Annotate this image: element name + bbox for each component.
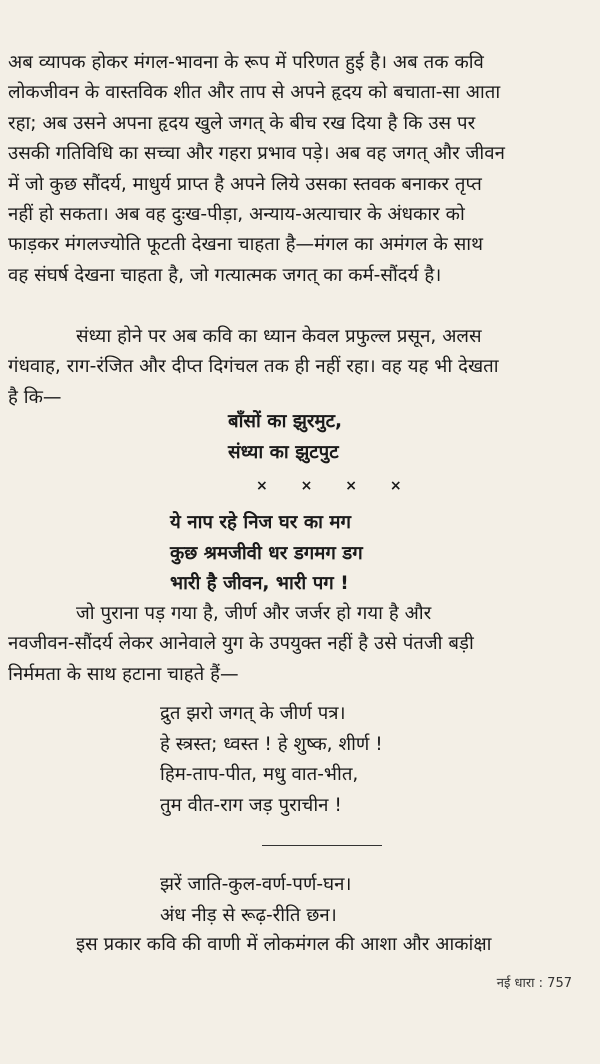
text-line: में जो कुछ सौंदर्य, माधुर्य प्राप्त है अपने लिये उसका स्तवक बनाकर तृप्त xyxy=(8,173,482,195)
verse-line: झरें जाति-कुल-वर्ण-पर्ण-घन। xyxy=(160,874,352,895)
page-footer: नई धारा : 757 xyxy=(496,976,572,991)
verse-line: बाँसों का झुरमुट, xyxy=(228,411,343,432)
paragraph-2 xyxy=(8,322,592,413)
text-line: नहीं हो सकता। अब वह दुःख-पीड़ा, अन्याय-अत्याचार के अंधकार को xyxy=(8,204,465,226)
text-line: निर्ममता के साथ हटाना चाहते हैं— xyxy=(8,663,239,685)
verse-line: हिम-ताप-पीत, मधु वात-भीत, xyxy=(160,764,359,785)
verse-line: भारी है जीवन, भारी पग ! xyxy=(170,573,349,594)
text-line: लोकजीवन के वास्तविक शीत और ताप से अपने हृदय को बचाता-सा आता xyxy=(8,82,501,104)
text-line: अब व्यापक होकर मंगल-भावना के रूप में परिणत हुई है। अब तक कवि xyxy=(8,52,484,73)
verse-line: तुम वीत-राग जड़ पुराचीन ! xyxy=(160,794,342,816)
verse-line: द्रुत झरो जगत् के जीर्ण पत्र। xyxy=(160,703,346,724)
text-line: गंधवाह, राग-रंजित और दीप्त दिगंचल तक ही नहीं रहा। वह यह भी देखता xyxy=(8,356,499,378)
verse-line: हे स्त्रस्त; ध्वस्त ! हे शुष्क, शीर्ण ! xyxy=(160,733,383,755)
verse-line: कुछ श्रमजीवी धर डगमग डग xyxy=(170,542,363,564)
verse-3-continued xyxy=(160,870,351,931)
section-separator: × × × × xyxy=(256,478,416,494)
text-line: उसकी गतिविधि का सच्चा और गहरा प्रभाव पड़े। अब वह जगत् और जीवन xyxy=(8,143,505,165)
verse-1 xyxy=(228,407,342,468)
paragraph-3 xyxy=(8,599,592,690)
text-line: है कि— xyxy=(8,386,62,408)
text-line: संध्या होने पर अब कवि का ध्यान केवल प्रफुल्ल प्रसून, अलस xyxy=(76,326,482,347)
verse-line: ये नाप रहे निज घर का मग xyxy=(170,512,352,533)
verse-2 xyxy=(170,508,363,600)
text-line: फाड़कर मंगलज्योति फूटती देखना चाहता है—मंगल का अमंगल के साथ xyxy=(8,234,483,256)
text-line: रहा; अब उसने अपना हृदय खुले जगत् के बीच रख दिया है कि उस पर xyxy=(8,112,476,134)
text-line: नवजीवन-सौंदर्य लेकर आनेवाले युग के उपयुक्त नहीं है उसे पंतजी बड़ी xyxy=(8,633,474,655)
text-line: इस प्रकार कवि की वाणी में लोकमंगल की आशा और आकांक्षा xyxy=(76,934,492,955)
verse-3 xyxy=(160,699,383,821)
verse-divider xyxy=(262,845,382,846)
paragraph-1 xyxy=(8,48,592,291)
verse-line: संध्या का झुटपुट xyxy=(228,441,339,463)
verse-line: अंध नीड़ से रूढ़-रीति छन। xyxy=(160,904,337,926)
text-line: जो पुराना पड़ गया है, जीर्ण और जर्जर हो गया है और xyxy=(76,603,432,624)
paragraph-4 xyxy=(8,930,592,960)
text-line: वह संघर्ष देखना चाहता है, जो गत्यात्मक जगत् का कर्म-सौंदर्य है। xyxy=(8,264,442,286)
